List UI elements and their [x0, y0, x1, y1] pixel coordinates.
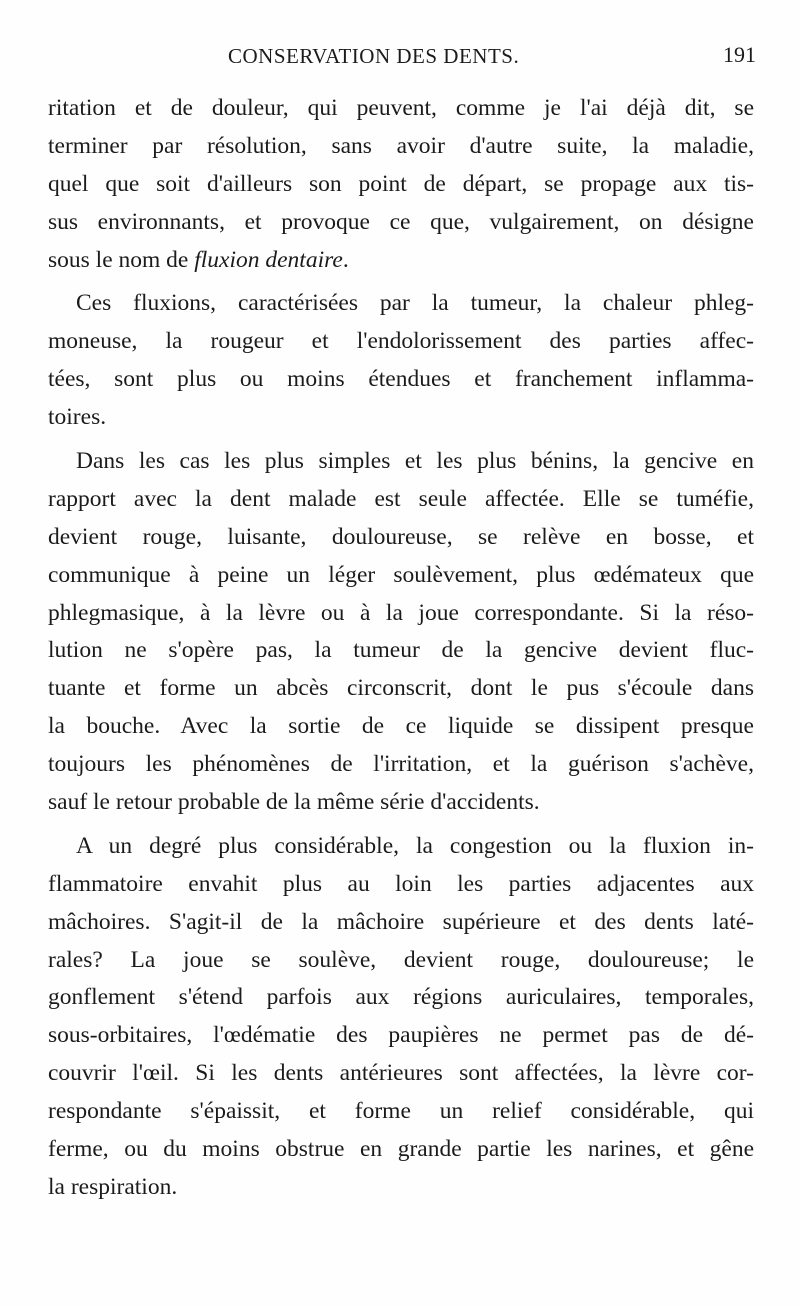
text-line: tées, sont plus ou moins étendues et franchement inflamma-	[48, 366, 754, 393]
paragraph-3	[48, 443, 754, 822]
text-line: sous-orbitaires, l'œdématie des paupières ne permet pas de dé-	[48, 1022, 754, 1049]
text-line: toujours les phénomènes de l'irritation, et la guérison s'achève,	[48, 751, 754, 778]
page-header	[48, 38, 758, 78]
text-line: sus environnants, et provoque ce que, vulgairement, on désigne	[48, 208, 754, 235]
paragraph-2	[48, 285, 754, 437]
text-line: A un degré plus considérable, la congestion ou la fluxion in-	[76, 832, 754, 859]
body-text	[48, 90, 754, 1213]
text-run: sous le nom de	[48, 246, 195, 273]
text-line: ritation et de douleur, qui peuvent, comme je l'ai déjà dit, se	[48, 95, 754, 121]
text-line: sauf le retour probable de la même série d'accidents.	[48, 789, 540, 816]
running-head: CONSERVATION DES DENTS.	[228, 44, 520, 68]
text-line: rales? La joue se soulève, devient rouge, douloureuse; le	[48, 946, 754, 973]
text-line: terminer par résolution, sans avoir d'autre suite, la maladie,	[48, 132, 754, 159]
text-line: phlegmasique, à la lèvre ou à la joue correspondante. Si la réso-	[48, 599, 754, 626]
text-line: gonflement s'étend parfois aux régions auriculaires, temporales,	[48, 984, 754, 1011]
text-line: rapport avec la dent malade est seule affectée. Elle se tuméfie,	[48, 485, 754, 512]
paragraph-1	[48, 90, 754, 279]
text-line: la bouche. Avec la sortie de ce liquide se dissipent presque	[48, 713, 754, 740]
text-run: .	[342, 246, 349, 273]
text-line: toires.	[48, 404, 107, 431]
text-line: quel que soit d'ailleurs son point de départ, se propage aux tis-	[48, 170, 754, 197]
text-line: communique à peine un léger soulèvement, plus œdémateux que	[48, 561, 754, 588]
text-line	[48, 242, 754, 280]
text-line: ferme, ou du moins obstrue en grande partie les narines, et gêne	[48, 1136, 754, 1163]
text-line: mâchoires. S'agit-il de la mâchoire supérieure et des dents laté-	[48, 908, 754, 935]
italic-term: fluxion dentaire	[194, 246, 343, 273]
text-line: respondante s'épaissit, et forme un relief considérable, qui	[48, 1098, 754, 1125]
text-line: moneuse, la rougeur et l'endolorissement des parties affec-	[48, 328, 754, 355]
text-line: flammatoire envahit plus au loin les parties adjacentes aux	[48, 870, 754, 897]
text-line: Ces fluxions, caractérisées par la tumeur, la chaleur phleg-	[76, 290, 754, 317]
text-line: couvrir l'œil. Si les dents antérieures sont affectées, la lèvre cor-	[48, 1060, 754, 1087]
text-line: devient rouge, luisante, douloureuse, se relève en bosse, et	[48, 523, 754, 550]
text-line: la respiration.	[48, 1173, 178, 1200]
text-line: tuante et forme un abcès circonscrit, dont le pus s'écoule dans	[48, 675, 754, 702]
text-line: Dans les cas les plus simples et les plus bénins, la gencive en	[76, 448, 754, 475]
paragraph-4	[48, 828, 754, 1207]
page-number: 191	[723, 42, 756, 67]
text-line: lution ne s'opère pas, la tumeur de la gencive devient fluc-	[48, 637, 754, 664]
